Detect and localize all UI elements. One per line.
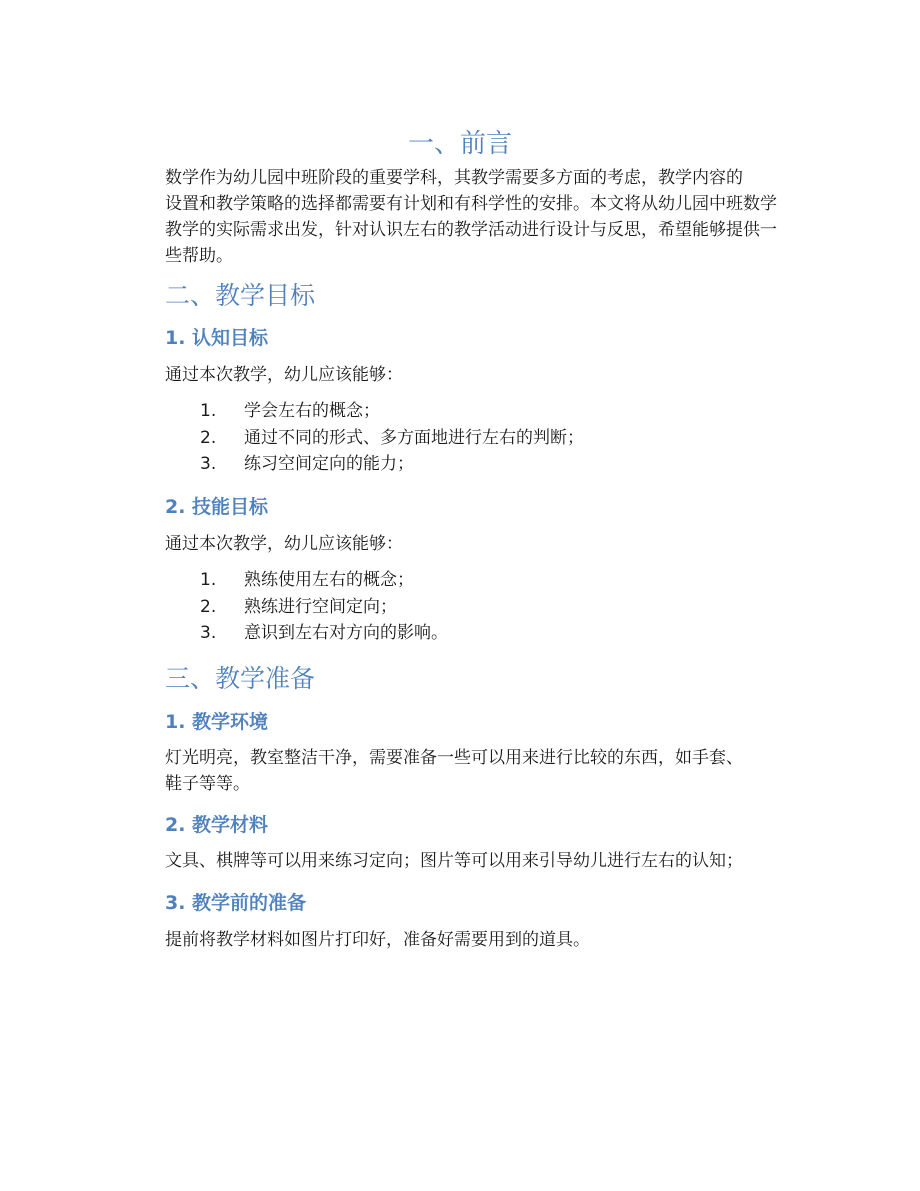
subsection-title-skills: 2. 技能目标 [165,496,269,518]
section-title-preparation: 三、教学准备 [165,664,316,693]
preface-line-4: 些帮助。 [165,246,233,266]
section-title-preface: 一、前言 [407,129,512,159]
cognitive-goals-list [200,398,584,478]
subsection-title-pre-class: 3. 教学前的准备 [165,892,307,914]
environment-line-1: 灯光明亮，教室整洁干净，需要准备一些可以用来进行比较的东西，如手套、 [165,748,743,768]
preface-paragraph [165,165,787,269]
materials-paragraph: 文具、棋牌等可以用来练习定向；图片等可以用来引导幼儿进行左右的认知； [165,851,743,871]
subsection-title-cognitive: 1. 认知目标 [165,327,269,349]
list-item: 2. 熟练进行空间定向； [200,596,397,617]
skills-intro: 通过本次教学，幼儿应该能够： [165,534,403,554]
list-item: 1. 学会左右的概念； [200,401,380,421]
preface-line-1: 数学作为幼儿园中班阶段的重要学科，其教学需要多方面的考虑，教学内容的 [165,168,743,188]
subsection-title-environment: 1. 教学环境 [165,711,269,733]
preface-line-2: 设置和教学策略的选择都需要有计划和有科学性的安排。本文将从幼儿园中班数学 [165,194,777,214]
preface-line-3: 教学的实际需求出发，针对认识左右的教学活动进行设计与反思，希望能够提供一 [165,220,777,240]
list-item: 1. 熟练使用左右的概念； [200,570,414,590]
list-item: 3. 意识到左右对方向的影响。 [200,623,448,643]
cognitive-intro: 通过本次教学，幼儿应该能够： [165,365,403,385]
list-item: 3. 练习空间定向的能力； [200,454,414,474]
environment-paragraph [165,745,787,797]
subsection-title-materials: 2. 教学材料 [165,814,269,836]
pre-class-paragraph: 提前将教学材料如图片打印好，准备好需要用到的道具。 [165,930,590,950]
section-title-goals: 二、教学目标 [165,281,316,310]
skills-goals-list [200,567,448,647]
environment-line-2: 鞋子等等。 [165,774,250,794]
list-item: 2. 通过不同的形式、多方面地进行左右的判断； [200,427,584,448]
